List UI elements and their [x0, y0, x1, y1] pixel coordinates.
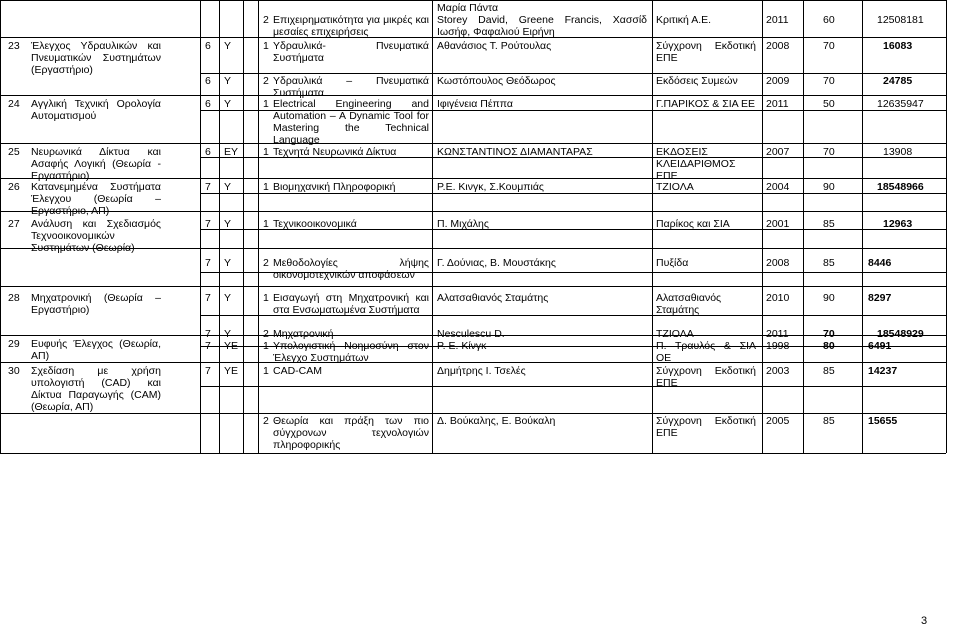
percent-cell: 80 — [823, 340, 835, 352]
course-number: 24 — [8, 98, 20, 110]
year-cell: 2009 — [766, 75, 790, 87]
percent-cell: 90 — [823, 181, 835, 193]
code-cell: 14237 — [868, 365, 898, 377]
title-cell: Τεχνικοοικονομικά — [273, 218, 357, 230]
code-cell: 8446 — [868, 257, 892, 269]
author-cell: Δημήτρης Ι. Τσελές — [437, 365, 526, 377]
type-cell: ΕΥ — [224, 146, 239, 158]
title-cell: Θεωρία και πράξη των πιο σύγχρονων τεχνολογιών πληροφορικής — [273, 415, 429, 451]
title-cell: Υπολογιστική Νοημοσύνη στον Έλεγχο Συστημάτων — [273, 340, 429, 364]
course-title: Ευφυής Έλεγχος (Θεωρία, ΑΠ) — [31, 338, 161, 362]
index-cell: 2 — [263, 257, 269, 269]
semester-cell: 6 — [205, 40, 211, 52]
semester-cell: 7 — [205, 328, 211, 340]
semester-cell: 7 — [205, 218, 211, 230]
index-cell: 1 — [263, 292, 269, 304]
course-number: 26 — [8, 181, 20, 193]
course-title: Ανάλυση και Σχεδιασμός Τεχνοοικονομικών Συστημάτων (Θεωρία) — [31, 218, 161, 254]
percent-cell: 85 — [823, 218, 835, 230]
year-cell: 2010 — [766, 292, 790, 304]
semester-cell: 6 — [205, 146, 211, 158]
course-title: Αγγλική Τεχνική Ορολογία Αυτοματισμού — [31, 98, 161, 122]
author-cell: Γ. Δούνιας, Β. Μουστάκης — [437, 257, 556, 269]
percent-cell: 70 — [823, 40, 835, 52]
percent-cell: 85 — [823, 415, 835, 427]
type-cell: Υ — [224, 257, 232, 269]
course-title: Σχεδίαση με χρήση υπολογιστή (CAD) και Δίκτυα Παραγωγής (CAM) (Θεωρία, ΑΠ) — [31, 365, 161, 413]
code-cell: 8297 — [868, 292, 892, 304]
course-number: 29 — [8, 338, 20, 350]
year-cell: 2001 — [766, 218, 790, 230]
author-cell: Κωστόπουλος Θεόδωρος — [437, 75, 556, 87]
course-number: 25 — [8, 146, 20, 158]
title-cell: Εισαγωγή στη Μηχατρονική και στα Ενσωματωμένα Συστήματα — [273, 292, 429, 316]
year-cell: 2008 — [766, 257, 790, 269]
code-cell: 16083 — [883, 40, 913, 52]
publisher-cell: Σύγχρονη Εκδοτική ΕΠΕ — [656, 40, 756, 64]
semester-cell: 6 — [205, 75, 211, 87]
author-cell: Δ. Βούκαλης, Ε. Βούκαλη — [437, 415, 556, 427]
author-cell: Storey David, Greene Francis, Χασσίδ Ιωσήφ, Φαφαλιού Ειρήνη — [437, 14, 647, 38]
year-cell: 2011 — [766, 98, 789, 110]
author-cell: Π. Μιχάλης — [437, 218, 489, 230]
index-cell: 2 — [263, 75, 269, 87]
author-cell-continued: Μαρία Πάντα — [437, 2, 499, 14]
code-cell: 12508181 — [877, 14, 924, 26]
publisher-cell: Εκδόσεις Συμεών — [656, 75, 738, 87]
author-cell: Nesculescu D. — [437, 328, 505, 340]
semester-cell: 7 — [205, 181, 211, 193]
semester-cell: 6 — [205, 98, 211, 110]
course-title: Κατανεμημένα Συστήματα Έλεγχου (Θεωρία – Εργαστήριο, ΑΠ) — [31, 181, 161, 217]
index-cell: 2 — [263, 14, 269, 26]
index-cell: 1 — [263, 365, 269, 377]
percent-cell: 50 — [823, 98, 835, 110]
publisher-cell: Αλατσαθιανός Σταμάτης — [656, 292, 722, 316]
author-cell: Ρ. Ε. Κίνγκ — [437, 340, 487, 352]
year-cell: 1998 — [766, 340, 790, 352]
index-cell: 1 — [263, 181, 269, 193]
type-cell: Υ — [224, 98, 232, 110]
code-cell: 6491 — [868, 340, 892, 352]
index-cell: 1 — [263, 218, 269, 230]
publisher-cell: Πυξίδα — [656, 257, 689, 269]
code-cell: 15655 — [868, 415, 898, 427]
course-title: Μηχατρονική (Θεωρία – Εργαστήριο) — [31, 292, 161, 316]
semester-cell: 7 — [205, 292, 211, 304]
publisher-cell: ΤΖΙΟΛΑ — [656, 181, 694, 193]
year-cell: 2005 — [766, 415, 790, 427]
publisher-cell: Κριτική Α.Ε. — [656, 14, 712, 26]
author-cell: Αλατσαθιανός Σταμάτης — [437, 292, 549, 304]
percent-cell: 70 — [823, 146, 835, 158]
percent-cell: 60 — [823, 14, 835, 26]
title-cell: Electrical Engineering and Automation – A Dynamic Tool for Mastering the Technical Language — [273, 98, 429, 146]
percent-cell: 85 — [823, 365, 835, 377]
index-cell: 2 — [263, 328, 269, 340]
code-cell: 12963 — [883, 218, 913, 230]
page-number: 3 — [921, 615, 928, 627]
publisher-cell: Σύγχρονη Εκδοτική ΕΠΕ — [656, 415, 756, 439]
title-cell: Βιομηχανική Πληροφορική — [273, 181, 396, 193]
course-title: Έλεγχος Υδραυλικών και Πνευματικών Συστημάτων (Εργαστήριο) — [31, 40, 161, 76]
type-cell: Υ — [224, 75, 232, 87]
type-cell: Υ — [224, 328, 232, 340]
title-cell: Υδραυλικά- Πνευματικά Συστήματα — [273, 40, 429, 64]
semester-cell: 7 — [205, 365, 211, 377]
course-number: 28 — [8, 292, 20, 304]
year-cell: 2007 — [766, 146, 790, 158]
percent-cell: 70 — [823, 75, 835, 87]
percent-cell: 85 — [823, 257, 835, 269]
index-cell: 1 — [263, 40, 269, 52]
index-cell: 1 — [263, 340, 269, 352]
code-cell: 18548929 — [877, 328, 924, 340]
code-cell: 24785 — [883, 75, 913, 87]
publisher-cell: Παρίκος και ΣΙΑ — [656, 218, 730, 230]
course-title: Νευρωνικά Δίκτυα και Ασαφής Λογική (Θεωρία - Εργαστήριο) — [31, 146, 161, 182]
publisher-cell: Γ.ΠΑΡΙΚΟΣ & ΣΙΑ ΕΕ — [656, 98, 755, 110]
code-cell: 12635947 — [877, 98, 924, 110]
course-number: 30 — [8, 365, 20, 377]
author-cell: Ιφιγένεια Πέππα — [437, 98, 513, 110]
percent-cell: 70 — [823, 328, 835, 340]
year-cell: 2004 — [766, 181, 790, 193]
code-cell: 18548966 — [877, 181, 924, 193]
type-cell: Υ — [224, 40, 232, 52]
publisher-cell: Π. Τραυλός & ΣΙΑ ΟΕ — [656, 340, 756, 364]
title-cell: Τεχνητά Νευρωνικά Δίκτυα — [273, 146, 397, 158]
year-cell: 2011 — [766, 14, 789, 26]
author-cell: Αθανάσιος Τ. Ρούτουλας — [437, 40, 552, 52]
year-cell: 2011 — [766, 328, 789, 340]
course-number: 23 — [8, 40, 20, 52]
author-cell: ΚΩΝΣΤΑΝΤΙΝΟΣ ΔΙΑΜΑΝΤΑΡΑΣ — [437, 146, 593, 158]
index-cell: 1 — [263, 146, 269, 158]
type-cell: Υ — [224, 218, 232, 230]
title-cell: CAD-CAM — [273, 365, 322, 377]
title-cell: Υδραυλικά – Πνευματικά Συστήματα — [273, 75, 429, 99]
publisher-cell: Σύγχρονη Εκδοτική ΕΠΕ — [656, 365, 756, 389]
code-cell: 13908 — [883, 146, 913, 158]
publisher-cell: ΕΚΔΟΣΕΙΣ ΚΛΕΙΔΑΡΙΘΜΟΣ ΕΠΕ — [656, 146, 736, 182]
index-cell: 2 — [263, 415, 269, 427]
title-cell: Μεθοδολογίες λήψης οικονομοτεχνικών αποφάσεων — [273, 257, 429, 281]
course-number: 27 — [8, 218, 20, 230]
type-cell: ΥΕ — [224, 340, 239, 352]
publisher-cell: ΤΖΙΟΛΑ — [656, 328, 694, 340]
title-cell: Επιχειρηματικότητα για μικρές και μεσαίες επιχειρήσεις — [273, 14, 429, 38]
author-cell: Ρ.Ε. Κινγκ, Σ.Κουμπιάς — [437, 181, 544, 193]
year-cell: 2008 — [766, 40, 790, 52]
type-cell: Υ — [224, 181, 232, 193]
year-cell: 2003 — [766, 365, 790, 377]
type-cell: Υ — [224, 292, 232, 304]
index-cell: 1 — [263, 98, 269, 110]
type-cell: ΥΕ — [224, 365, 239, 377]
percent-cell: 90 — [823, 292, 835, 304]
title-cell: Μηχατρονική — [273, 328, 334, 340]
semester-cell: 7 — [205, 257, 211, 269]
semester-cell: 7 — [205, 340, 211, 352]
